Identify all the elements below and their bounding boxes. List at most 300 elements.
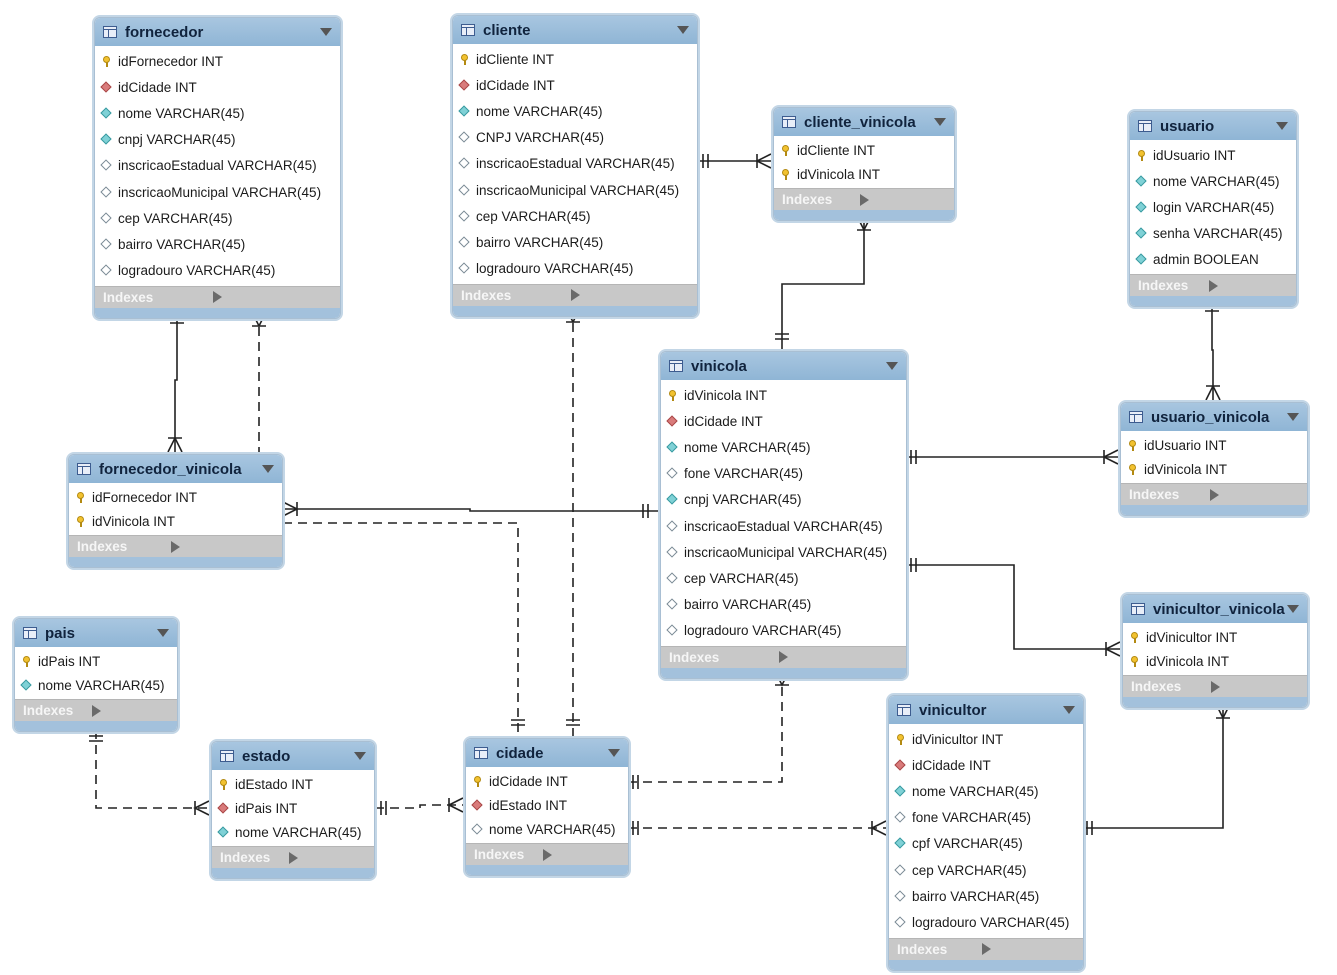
column-row[interactable] [466, 769, 628, 793]
collapse-arrow-icon[interactable] [1063, 706, 1075, 714]
not-null-column-icon [1136, 202, 1147, 213]
column-label: idVinicola INT [92, 513, 176, 529]
indexes-section[interactable] [453, 284, 697, 306]
nullable-column-icon [895, 891, 906, 902]
column-row[interactable] [466, 793, 628, 817]
table-header[interactable] [95, 18, 340, 46]
table-fornecedor-vinicola[interactable] [68, 454, 283, 568]
table-vinicultor[interactable] [888, 695, 1084, 971]
collapse-arrow-icon[interactable] [677, 26, 689, 34]
table-name: usuario [1160, 117, 1215, 135]
indexes-label: Indexes [103, 289, 154, 305]
column-row[interactable] [889, 909, 1083, 935]
column-label: nome VARCHAR(45) [684, 439, 811, 455]
not-null-column-icon [459, 106, 470, 117]
column-label: cnpj VARCHAR(45) [684, 492, 802, 508]
column-row[interactable] [1121, 457, 1307, 481]
not-null-column-icon [101, 134, 112, 145]
expand-arrow-icon[interactable] [543, 849, 621, 861]
column-label: inscricaoMunicipal VARCHAR(45) [684, 544, 888, 560]
collapse-arrow-icon[interactable] [886, 362, 898, 370]
indexes-label: Indexes [669, 649, 720, 665]
column-row[interactable] [453, 46, 697, 72]
column-row[interactable] [661, 461, 906, 487]
nullable-column-icon [895, 865, 906, 876]
column-label: idCliente INT [797, 142, 876, 158]
table-icon [782, 116, 796, 128]
table-fornecedor[interactable] [94, 17, 341, 319]
table-name: vinicultor [919, 701, 987, 719]
not-null-column-icon [667, 494, 678, 505]
column-row[interactable] [1130, 194, 1296, 220]
column-row[interactable] [95, 205, 340, 231]
column-row[interactable] [95, 74, 340, 100]
column-row[interactable] [453, 229, 697, 255]
indexes-section[interactable] [1121, 483, 1307, 505]
table-usuario[interactable] [1129, 111, 1297, 307]
column-row[interactable] [95, 179, 340, 205]
column-label: idEstado INT [235, 776, 314, 792]
column-row[interactable] [661, 592, 906, 618]
column-label: login VARCHAR(45) [1153, 199, 1275, 215]
table-header[interactable] [1121, 403, 1307, 431]
table-footer [661, 668, 906, 678]
nullable-column-icon [101, 187, 112, 198]
column-label: idUsuario INT [1144, 437, 1227, 453]
primary-key-icon [780, 169, 791, 180]
column-label: idFornecedor INT [92, 489, 198, 505]
table-vinicola[interactable] [660, 351, 907, 679]
primary-key-icon [895, 734, 906, 745]
table-icon [23, 627, 37, 639]
marker-one [566, 720, 580, 725]
collapse-arrow-icon[interactable] [354, 752, 366, 760]
collapse-arrow-icon[interactable] [1287, 605, 1299, 613]
table-icon [474, 747, 488, 759]
column-row[interactable] [212, 772, 374, 796]
expand-arrow-icon[interactable] [213, 291, 332, 303]
table-name: usuario_vinicola [1151, 408, 1270, 426]
column-label: idVinicultor INT [912, 731, 1004, 747]
column-label: logradouro VARCHAR(45) [476, 261, 634, 277]
table-cliente-vinicola[interactable] [773, 107, 955, 221]
column-list [466, 767, 628, 843]
indexes-section[interactable] [774, 188, 954, 210]
not-null-column-icon [1136, 176, 1147, 187]
column-label: senha VARCHAR(45) [1153, 225, 1283, 241]
table-header[interactable] [1123, 595, 1307, 623]
indexes-label: Indexes [782, 192, 833, 207]
table-name: cliente [483, 21, 531, 39]
column-label: inscricaoMunicipal VARCHAR(45) [118, 184, 322, 200]
expand-arrow-icon[interactable] [171, 541, 274, 553]
nullable-column-icon [667, 468, 678, 479]
table-name: cliente_vinicola [804, 113, 916, 131]
rel-vinicola-fornecedor-vinicola [283, 509, 658, 511]
column-list [1121, 431, 1307, 483]
indexes-section[interactable] [466, 843, 628, 865]
column-label: nome VARCHAR(45) [118, 105, 245, 121]
table-footer [15, 721, 177, 731]
column-row[interactable] [453, 256, 697, 282]
column-label: nome VARCHAR(45) [38, 677, 165, 693]
column-row[interactable] [774, 138, 954, 162]
expand-arrow-icon[interactable] [1210, 489, 1300, 501]
column-label: idCliente INT [476, 51, 555, 67]
collapse-arrow-icon[interactable] [1287, 413, 1299, 421]
table-footer [1130, 296, 1296, 306]
primary-key-icon [21, 656, 32, 667]
column-row[interactable] [889, 805, 1083, 831]
indexes-section[interactable] [212, 846, 374, 868]
table-header[interactable] [69, 455, 282, 483]
table-icon [1129, 411, 1143, 423]
not-null-column-icon [101, 108, 112, 119]
table-name: vinicultor_vinicola [1153, 600, 1285, 618]
table-header[interactable] [15, 619, 177, 647]
table-icon [1131, 603, 1145, 615]
table-name: fornecedor [125, 23, 204, 41]
column-label: cnpj VARCHAR(45) [118, 132, 236, 148]
table-header[interactable] [889, 696, 1083, 724]
nullable-column-icon [472, 824, 483, 835]
column-row[interactable] [212, 820, 374, 844]
column-row[interactable] [466, 817, 628, 841]
column-row[interactable] [1130, 220, 1296, 246]
table-icon [220, 750, 234, 762]
column-label: nome VARCHAR(45) [912, 783, 1039, 799]
nullable-column-icon [667, 573, 678, 584]
table-footer [95, 308, 340, 318]
primary-key-icon [75, 516, 86, 527]
table-name: estado [242, 747, 291, 765]
column-label: cep VARCHAR(45) [476, 208, 591, 224]
nullable-column-icon [459, 158, 470, 169]
column-label: logradouro VARCHAR(45) [684, 623, 842, 639]
rel-pais-estado [96, 730, 209, 808]
column-row[interactable] [889, 778, 1083, 804]
indexes-label: Indexes [474, 847, 525, 862]
column-list [15, 647, 177, 699]
table-footer [774, 210, 954, 220]
column-label: cep VARCHAR(45) [912, 862, 1027, 878]
column-row[interactable] [661, 539, 906, 565]
column-row[interactable] [69, 509, 282, 533]
table-vinicultor-vinicola[interactable] [1122, 594, 1308, 708]
nullable-column-icon [895, 812, 906, 823]
indexes-label: Indexes [220, 850, 271, 865]
rel-vinicultor-vinicultor-vinicola [1083, 704, 1223, 828]
column-row[interactable] [661, 434, 906, 460]
table-name: cidade [496, 744, 544, 762]
column-row[interactable] [1123, 625, 1307, 649]
collapse-arrow-icon[interactable] [262, 465, 274, 473]
marker-one [511, 720, 525, 725]
column-row[interactable] [1123, 649, 1307, 673]
indexes-label: Indexes [897, 941, 948, 957]
table-name: fornecedor_vinicola [99, 460, 242, 478]
indexes-label: Indexes [1138, 278, 1189, 293]
table-header[interactable] [212, 742, 374, 770]
column-label: logradouro VARCHAR(45) [912, 914, 1070, 930]
nullable-column-icon [101, 213, 112, 224]
column-row[interactable] [95, 153, 340, 179]
column-label: CNPJ VARCHAR(45) [476, 130, 605, 146]
table-name: vinicola [691, 357, 747, 375]
primary-key-icon [75, 492, 86, 503]
nullable-column-icon [101, 160, 112, 171]
column-label: inscricaoEstadual VARCHAR(45) [476, 156, 675, 172]
column-label: idCidade INT [912, 757, 991, 773]
indexes-section[interactable] [95, 286, 340, 308]
column-row[interactable] [889, 752, 1083, 778]
column-label: cep VARCHAR(45) [118, 210, 233, 226]
indexes-section[interactable] [1130, 274, 1296, 296]
table-header[interactable] [774, 108, 954, 136]
nullable-column-icon [101, 265, 112, 276]
table-footer [466, 865, 628, 875]
column-label: idCidade INT [489, 773, 568, 789]
table-icon [897, 704, 911, 716]
column-row[interactable] [15, 649, 177, 673]
column-row[interactable] [453, 125, 697, 151]
column-row[interactable] [453, 177, 697, 203]
collapse-arrow-icon[interactable] [157, 629, 169, 637]
column-label: nome VARCHAR(45) [235, 824, 362, 840]
nullable-column-icon [459, 132, 470, 143]
expand-arrow-icon[interactable] [1211, 681, 1300, 693]
column-label: fone VARCHAR(45) [912, 810, 1032, 826]
primary-key-icon [1129, 656, 1140, 667]
nullable-column-icon [667, 599, 678, 610]
nullable-column-icon [895, 917, 906, 928]
nullable-column-icon [667, 625, 678, 636]
column-row[interactable] [212, 796, 374, 820]
not-null-column-icon [1136, 228, 1147, 239]
indexes-section[interactable] [15, 699, 177, 721]
column-row[interactable] [889, 726, 1083, 752]
nullable-column-icon [459, 237, 470, 248]
not-null-column-icon [895, 786, 906, 797]
table-icon [77, 463, 91, 475]
column-row[interactable] [95, 48, 340, 74]
rel-dashed-fornecedor-cidade [283, 523, 518, 736]
indexes-label: Indexes [77, 539, 128, 554]
column-list [1123, 623, 1307, 675]
nullable-column-icon [667, 547, 678, 558]
table-icon [669, 360, 683, 372]
column-label: idPais INT [38, 653, 101, 669]
table-footer [453, 306, 697, 316]
rel-cidade-vinicola [628, 671, 782, 782]
column-label: cpf VARCHAR(45) [912, 836, 1023, 852]
column-list [661, 380, 906, 646]
column-row[interactable] [453, 72, 697, 98]
table-footer [212, 868, 374, 878]
foreign-key-icon [101, 82, 112, 93]
primary-key-icon [1127, 440, 1138, 451]
column-label: bairro VARCHAR(45) [684, 597, 812, 613]
column-row[interactable] [15, 673, 177, 697]
column-label: cep VARCHAR(45) [684, 570, 799, 586]
column-list [1130, 140, 1296, 274]
column-label: inscricaoEstadual VARCHAR(45) [684, 518, 883, 534]
column-row[interactable] [453, 203, 697, 229]
not-null-column-icon [21, 680, 32, 691]
column-row[interactable] [95, 127, 340, 153]
column-row[interactable] [661, 513, 906, 539]
column-row[interactable] [95, 100, 340, 126]
indexes-section[interactable] [69, 535, 282, 557]
column-label: idEstado INT [489, 797, 568, 813]
foreign-key-icon [459, 80, 470, 91]
primary-key-icon [459, 54, 470, 65]
table-header[interactable] [661, 352, 906, 380]
primary-key-icon [1136, 150, 1147, 161]
table-pais[interactable] [14, 618, 178, 732]
table-usuario-vinicola[interactable] [1120, 402, 1308, 516]
expand-arrow-icon[interactable] [571, 289, 690, 301]
column-label: idVinicola INT [797, 166, 881, 182]
rel-vinicola-vinicultor-vinicola [906, 565, 1120, 649]
column-list [453, 44, 697, 284]
column-label: nome VARCHAR(45) [1153, 173, 1280, 189]
indexes-label: Indexes [1129, 487, 1180, 502]
column-label: admin BOOLEAN [1153, 251, 1259, 267]
not-null-column-icon [218, 827, 229, 838]
column-label: bairro VARCHAR(45) [118, 236, 246, 252]
column-row[interactable] [1130, 142, 1296, 168]
not-null-column-icon [1136, 254, 1147, 265]
table-header[interactable] [453, 16, 697, 44]
column-label: inscricaoMunicipal VARCHAR(45) [476, 182, 680, 198]
column-row[interactable] [1121, 433, 1307, 457]
expand-arrow-icon[interactable] [860, 194, 947, 206]
column-label: idUsuario INT [1153, 147, 1236, 163]
nullable-column-icon [667, 521, 678, 532]
primary-key-icon [667, 390, 678, 401]
column-list [212, 770, 374, 846]
table-header[interactable] [466, 739, 628, 767]
indexes-section[interactable] [1123, 675, 1307, 697]
column-row[interactable] [1130, 168, 1296, 194]
table-name: pais [45, 624, 76, 642]
indexes-label: Indexes [1131, 679, 1182, 694]
expand-arrow-icon[interactable] [92, 705, 170, 717]
collapse-arrow-icon[interactable] [1276, 122, 1288, 130]
column-label: idVinicola INT [1144, 461, 1228, 477]
table-icon [103, 26, 117, 38]
column-row[interactable] [1130, 246, 1296, 272]
column-label: idPais INT [235, 800, 298, 816]
expand-arrow-icon[interactable] [779, 651, 898, 663]
column-row[interactable] [661, 565, 906, 591]
indexes-section[interactable] [889, 938, 1083, 960]
collapse-arrow-icon[interactable] [320, 28, 332, 36]
column-row[interactable] [889, 831, 1083, 857]
table-cliente[interactable] [452, 15, 698, 317]
column-list [774, 136, 954, 188]
column-label: nome VARCHAR(45) [476, 103, 603, 119]
foreign-key-icon [667, 416, 678, 427]
column-list [95, 46, 340, 286]
column-row[interactable] [453, 98, 697, 124]
column-label: inscricaoEstadual VARCHAR(45) [118, 158, 317, 174]
column-label: nome VARCHAR(45) [489, 821, 616, 837]
column-row[interactable] [889, 883, 1083, 909]
column-row[interactable] [774, 162, 954, 186]
expand-arrow-icon[interactable] [289, 852, 367, 864]
collapse-arrow-icon[interactable] [934, 118, 946, 126]
column-row[interactable] [661, 382, 906, 408]
table-icon [461, 24, 475, 36]
table-estado[interactable] [211, 741, 375, 879]
column-label: idVinicola INT [1146, 653, 1230, 669]
column-label: idCidade INT [684, 413, 763, 429]
column-label: logradouro VARCHAR(45) [118, 263, 276, 279]
collapse-arrow-icon[interactable] [608, 749, 620, 757]
column-row[interactable] [661, 487, 906, 513]
rel-vinicola-cliente-vinicola [782, 216, 864, 349]
column-row[interactable] [889, 857, 1083, 883]
foreign-key-icon [472, 800, 483, 811]
expand-arrow-icon[interactable] [1209, 280, 1289, 292]
not-null-column-icon [667, 442, 678, 453]
primary-key-icon [1127, 464, 1138, 475]
table-footer [1121, 505, 1307, 515]
table-footer [1123, 697, 1307, 707]
indexes-label: Indexes [23, 703, 74, 718]
column-row[interactable] [95, 231, 340, 257]
foreign-key-icon [895, 760, 906, 771]
column-label: idCidade INT [118, 79, 197, 95]
table-cidade[interactable] [465, 738, 629, 876]
column-label: idFornecedor INT [118, 53, 224, 69]
nullable-column-icon [101, 239, 112, 250]
rel-fornecedor-fornecedor-vinicola [175, 312, 177, 452]
column-label: fone VARCHAR(45) [684, 466, 804, 482]
table-footer [69, 557, 282, 567]
expand-arrow-icon[interactable] [982, 943, 1076, 955]
foreign-key-icon [218, 803, 229, 814]
not-null-column-icon [895, 838, 906, 849]
column-label: idVinicultor INT [1146, 629, 1238, 645]
table-icon [1138, 120, 1152, 132]
nullable-column-icon [459, 185, 470, 196]
column-list [889, 724, 1083, 938]
nullable-column-icon [459, 263, 470, 274]
indexes-section[interactable] [661, 646, 906, 668]
indexes-label: Indexes [461, 287, 512, 303]
column-row[interactable] [95, 258, 340, 284]
table-header[interactable] [1130, 112, 1296, 140]
column-row[interactable] [661, 618, 906, 644]
table-footer [889, 960, 1083, 970]
nullable-column-icon [459, 211, 470, 222]
primary-key-icon [1129, 632, 1140, 643]
column-label: idVinicola INT [684, 387, 768, 403]
column-row[interactable] [453, 151, 697, 177]
primary-key-icon [101, 56, 112, 67]
column-list [69, 483, 282, 535]
column-row[interactable] [661, 408, 906, 434]
primary-key-icon [472, 776, 483, 787]
primary-key-icon [218, 779, 229, 790]
column-row[interactable] [69, 485, 282, 509]
column-label: idCidade INT [476, 77, 555, 93]
column-label: bairro VARCHAR(45) [476, 234, 604, 250]
column-label: bairro VARCHAR(45) [912, 888, 1040, 904]
